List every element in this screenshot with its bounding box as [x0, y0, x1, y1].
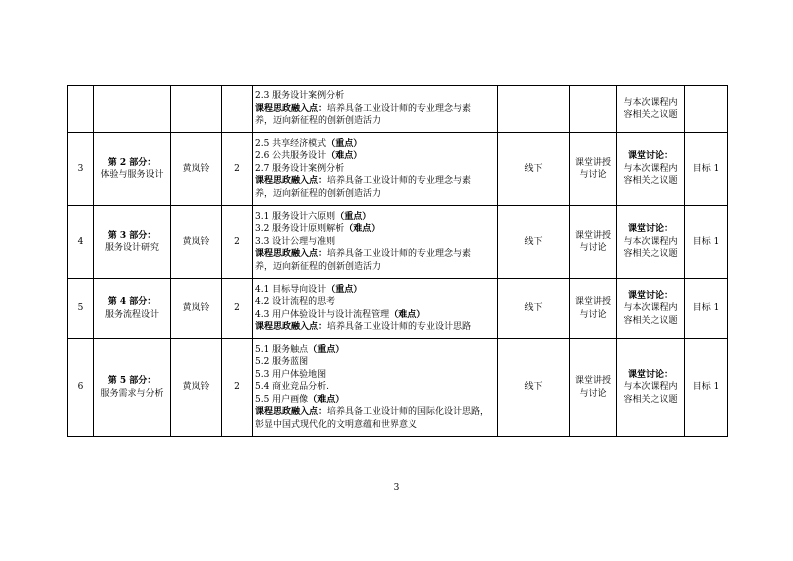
part-title: 服务需求与分析: [100, 388, 164, 399]
content-cell: [253, 279, 498, 339]
content-item: [255, 90, 495, 103]
teaching-mode-cell: 线下: [498, 339, 570, 437]
content-item-text: 4.2 设计流程的思考: [255, 297, 336, 307]
row-number-cell: 3: [68, 133, 94, 206]
hours-cell: 2: [222, 133, 253, 206]
teacher-cell: 黄岚铃: [171, 339, 222, 437]
goal-cell: 目标 1: [685, 206, 728, 279]
evaluation-cell: [617, 279, 685, 339]
table-body: [68, 86, 728, 437]
teaching-mode-cell: 线下: [498, 279, 570, 339]
content-item: [255, 211, 495, 224]
content-item-text: 4.1 目标导向设计: [255, 284, 327, 295]
ideology-text: 彰显中国式现代化的文明意蕴和世界意义: [255, 419, 418, 430]
part-label: 第 5 部分：: [107, 376, 157, 386]
table-row: [68, 133, 728, 206]
content-cell: [253, 86, 498, 133]
content-item-tag: （重点）: [308, 344, 345, 355]
evaluation-text: 与本次课程内: [623, 236, 678, 247]
content-item: [255, 138, 495, 151]
content-item: [255, 236, 495, 249]
evaluation-cell: [617, 339, 685, 437]
ideology-text: 培养具备工业设计师的专业理念与素: [327, 176, 472, 187]
content-item-tag: （难点）: [344, 224, 381, 235]
content-item-tag: （重点）: [335, 211, 372, 222]
ideology-label: 课程思政融入点：: [255, 407, 328, 418]
ideology-text: 培养具备工业设计师的专业设计思路: [327, 322, 472, 332]
ideology-label: 课程思政融入点：: [255, 249, 328, 260]
ideology-text: 培养具备工业设计师的专业理念与素: [327, 249, 472, 260]
teaching-method-cell: 课堂讲授与讨论: [570, 133, 617, 206]
ideology-line: [255, 419, 495, 432]
part-cell: [94, 339, 171, 437]
goal-cell: 目标 1: [685, 339, 728, 437]
content-item-text: 3.3 设计公理与准则: [255, 236, 336, 247]
row-number-cell: 4: [68, 206, 94, 279]
evaluation-text: 容相关之议题: [623, 110, 678, 120]
table-row: [68, 206, 728, 279]
content-item-text: 4.3 用户体验设计与设计流程管理: [255, 309, 390, 320]
content-item-text: 5.5 用户画像: [255, 394, 309, 405]
content-item: [255, 284, 495, 297]
course-schedule-table: [67, 85, 728, 437]
teaching-mode-cell: 线下: [498, 206, 570, 279]
evaluation-label: 课堂讨论：: [627, 369, 673, 380]
content-item: [255, 369, 495, 382]
part-label: 第 2 部分：: [107, 157, 157, 168]
content-item-tag: （重点）: [326, 138, 363, 149]
hours-cell: 2: [222, 279, 253, 339]
content-item-text: 3.1 服务设计六原则: [255, 211, 336, 222]
teaching-mode-cell: 线下: [498, 133, 570, 206]
ideology-text: 养，迈向新征程的创新创造活力: [255, 116, 382, 127]
evaluation-cell: [617, 206, 685, 279]
content-item-tag: （难点）: [389, 309, 426, 320]
teaching-method-cell: 课堂讲授与讨论: [570, 279, 617, 339]
content-item: [255, 344, 495, 357]
row-number-cell: [68, 86, 94, 133]
part-cell: [94, 279, 171, 339]
teaching-mode-cell: [498, 86, 570, 133]
ideology-line: [255, 188, 495, 201]
content-item-text: 2.7 服务设计案例分析: [255, 163, 345, 174]
content-item: [255, 296, 495, 309]
row-number-cell: 6: [68, 339, 94, 437]
ideology-text: 养，迈向新征程的创新创造活力: [255, 188, 382, 199]
content-item-text: 2.3 服务设计案例分析: [255, 91, 345, 102]
ideology-label: 课程思政融入点：: [255, 322, 328, 332]
ideology-text: 养，迈向新征程的创新创造活力: [255, 261, 382, 272]
ideology-line: [255, 248, 495, 261]
evaluation-cell: [617, 133, 685, 206]
ideology-label: 课程思政融入点：: [255, 176, 328, 187]
hours-cell: [222, 86, 253, 133]
content-item: [255, 309, 495, 322]
evaluation-text: 与本次课程内: [623, 97, 678, 108]
ideology-line: [255, 103, 495, 116]
content-item: [255, 150, 495, 163]
ideology-line: [255, 406, 495, 419]
hours-cell: 2: [222, 206, 253, 279]
teacher-cell: 黄岚铃: [171, 133, 222, 206]
hours-cell: 2: [222, 339, 253, 437]
ideology-text: 培养具备工业设计师的专业理念与素: [327, 103, 472, 114]
teaching-method-cell: 课堂讲授与讨论: [570, 339, 617, 437]
evaluation-label: 课堂讨论：: [627, 290, 673, 301]
evaluation-label: 课堂讨论：: [627, 151, 673, 162]
evaluation-text: 容相关之议题: [623, 249, 678, 260]
content-item-text: 3.2 服务设计原则解析: [255, 224, 345, 235]
goal-cell: [685, 86, 728, 133]
content-cell: [253, 206, 498, 279]
table-row: [68, 279, 728, 339]
content-cell: [253, 339, 498, 437]
part-label: 第 4 部分：: [107, 297, 157, 307]
part-title: 体验与服务设计: [100, 170, 164, 180]
goal-cell: 目标 1: [685, 133, 728, 206]
row-number-cell: 5: [68, 279, 94, 339]
ideology-line: [255, 321, 495, 334]
teacher-cell: 黄岚铃: [171, 279, 222, 339]
evaluation-text: 与本次课程内: [623, 382, 678, 393]
part-cell: [94, 86, 171, 133]
content-item-text: 5.3 用户体验地图: [255, 369, 327, 380]
content-item-tag: （难点）: [308, 394, 345, 405]
evaluation-text: 容相关之议题: [623, 176, 678, 187]
evaluation-text: 容相关之议题: [623, 315, 678, 326]
content-item-text: 5.2 服务蓝图: [255, 357, 309, 368]
part-title: 服务流程设计: [104, 309, 159, 320]
ideology-line: [255, 115, 495, 128]
page-number: 3: [393, 483, 400, 493]
content-item: [255, 381, 495, 394]
teaching-method-cell: 课堂讲授与讨论: [570, 206, 617, 279]
content-item-text: 2.6 公共服务设计: [255, 151, 327, 162]
table-row: [68, 339, 728, 437]
teacher-cell: 黄岚铃: [171, 206, 222, 279]
content-cell: [253, 133, 498, 206]
part-label: 第 3 部分：: [107, 230, 157, 241]
ideology-label: 课程思政融入点：: [255, 103, 328, 114]
evaluation-label: 课堂讨论：: [627, 224, 673, 235]
table-row: [68, 86, 728, 133]
content-item-text: 5.4 商业竞品分析.: [255, 382, 330, 393]
teacher-cell: [171, 86, 222, 133]
content-item-text: 5.1 服务触点: [255, 344, 309, 355]
content-item: [255, 356, 495, 369]
teaching-method-cell: [570, 86, 617, 133]
content-item: [255, 394, 495, 407]
part-cell: [94, 133, 171, 206]
content-item-text: 2.5 共享经济模式: [255, 138, 327, 149]
evaluation-text: 容相关之议题: [623, 394, 678, 405]
content-item: [255, 223, 495, 236]
part-title: 服务设计研究: [104, 243, 159, 253]
part-cell: [94, 206, 171, 279]
ideology-line: [255, 175, 495, 188]
content-item-tag: （重点）: [326, 284, 363, 295]
goal-cell: 目标 1: [685, 279, 728, 339]
ideology-line: [255, 261, 495, 274]
evaluation-text: 与本次课程内: [623, 163, 678, 174]
content-item-tag: （难点）: [326, 151, 363, 162]
content-item: [255, 163, 495, 176]
evaluation-text: 与本次课程内: [623, 303, 678, 314]
evaluation-cell: [617, 86, 685, 133]
ideology-text: 培养具备工业设计师的国际化设计思路，: [327, 407, 490, 418]
